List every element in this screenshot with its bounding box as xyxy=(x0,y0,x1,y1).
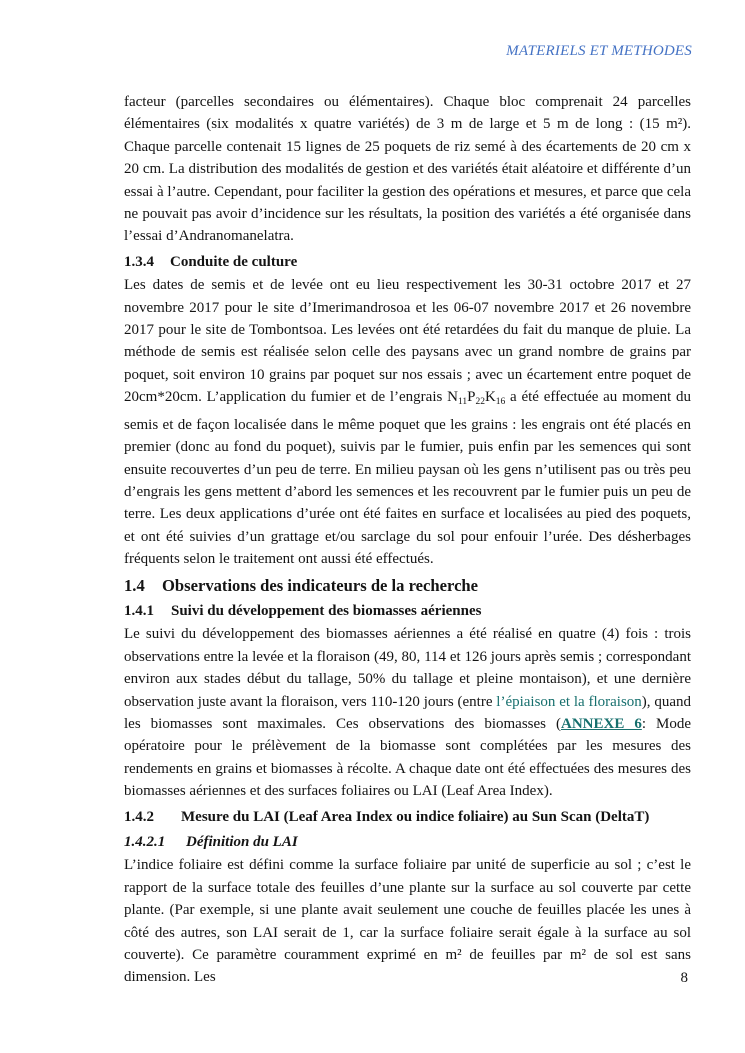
text-run: Les dates de semis et de levée ont eu lieu respectivement les 30-31 octobre 2017 et 27 novembre 2017 pour le site d’Imerimandrosoa et les 06-07 novembre 2017 et 26 novembre 2017 pour le site de Tombontsoa. Les levées ont été retardées du fait du manque de pluie. La méthode de semis est réalisée selon celle des paysans avec un grand nombre de grains par poquet, soit environ 10 grains par poquet sur nos essais ; avec un écartement entre poquet de 20cm*20cm. L’application du fumier et de l’engrais N xyxy=(124,277,691,406)
body-column xyxy=(124,91,691,989)
text-run-sub: 11 xyxy=(457,397,468,408)
heading-title: Conduite de culture xyxy=(170,253,298,270)
text-run: : Mode opératoire pour le prélèvement de la biomasse sont complétées par les mesures des rendements en grains et biomasses à récolte. A chaque date ont été effectuées des mesures des biomasses aériennes et des surfaces foliaires ou LAI (Leaf Area Index). xyxy=(124,715,691,800)
running-header: MATERIELS ET METHODES xyxy=(506,43,692,59)
text-run: K xyxy=(484,389,496,406)
paragraph-conduite-de-culture xyxy=(124,274,691,570)
text-run: Le suivi du développement des biomasses aériennes a été réalisé en quatre (4) fois : trois observations entre la levée et la floraison (49, 80, 114 et 126 jours après semis ; correspondant environ aux stades début du tallage, 50% du tallage et pleine montaison), et une dernière observation juste avant la floraison, vers 110-120 jours (entre xyxy=(124,626,691,710)
paragraph-intro: facteur (parcelles secondaires ou élémentaires). Chaque bloc comprenait 24 parcelles élémentaires (six modalités x quatre variétés) de 3 m de large et 5 m de long : (15 m²). Chaque parcelle contenait 15 lignes de 25 poquets de riz semé à des écartements de 20 cm x 20 cm. La distribution des modalités de gestion et des variétés était aléatoire et différente d’un essai à l’autre. Cependant, pour faciliter la gestion des opérations et mesures, et parce que cela ne pouvait pas avoir d’incidence sur les résultats, la position des variétés a été organisée dans l’essai d’Andranomanelatra. xyxy=(124,94,691,245)
heading-title: Suivi du développement des biomasses aériennes xyxy=(171,602,482,619)
heading-title: Mesure du LAI (Leaf Area Index ou indice foliaire) au Sun Scan (DeltaT) xyxy=(181,808,650,825)
text-run-sub: 22 xyxy=(475,397,485,408)
text-run-sub: 16 xyxy=(495,397,506,408)
heading-number: 1.4.2.1 xyxy=(124,834,166,850)
paragraph-definition-lai: L’indice foliaire est défini comme la surface foliaire par unité de superficie au sol ; c’est le rapport de la surface totale des feuilles d’une plante sur la surface au sol couverte par cette plante. (Par exemple, si une plante avait seulement une couche de feuilles placée les unes à côté des autres, son LAI serait de 1, car la surface foliaire serait égale à la surface au sol couverte). Ce paramètre couramment exprimé en m² de feuilles par m² de sol est sans dimension. Les xyxy=(124,857,691,986)
heading-1-4-1 xyxy=(124,600,691,622)
heading-number: 1.4 xyxy=(124,575,145,595)
page-number: 8 xyxy=(680,970,688,986)
heading-number: 1.3.4 xyxy=(124,253,154,270)
text-run: ), quand les biomasses sont maximales. Ces observations des biomasses ( xyxy=(124,693,691,732)
paragraph-suivi-biomasses xyxy=(124,623,691,802)
text-run-annexe: ANNEXE 6 xyxy=(560,715,642,732)
heading-1-3-4 xyxy=(124,251,691,273)
text-run: P xyxy=(467,389,476,406)
heading-number: 1.4.2 xyxy=(124,808,154,825)
text-run: a été effectuée au moment du semis et de façon localisée dans le même poquet que les grains : les engrais ont été placés en premier (donc au fond du poquet), suivis par le fumier, puis enfin par les semences qui sont ensuite recouvertes d’un peu de terre. En milieu paysan où les gens n’utilisent pas ou très peu d’engrais les gens mettent d’abord les semences et les recouvrent par le fumier puis un peu de terre. Les deux applications d’urée ont été faites en surface et localisées au pied des poquets, et ont été suivies d’un grattage et/ou sarclage du sol pour enfouir l’urée. Des désherbages fréquents selon le traitement ont aussi été effectués. xyxy=(124,389,691,568)
heading-1-4 xyxy=(124,575,691,597)
heading-title: Définition du LAI xyxy=(186,834,298,850)
heading-title: Observations des indicateurs de la recherche xyxy=(162,575,479,595)
heading-1-4-2 xyxy=(124,806,691,828)
heading-number: 1.4.1 xyxy=(124,602,154,619)
text-run-teal: l’épiaison et la floraison xyxy=(496,693,642,710)
heading-1-4-2-1 xyxy=(124,831,691,853)
